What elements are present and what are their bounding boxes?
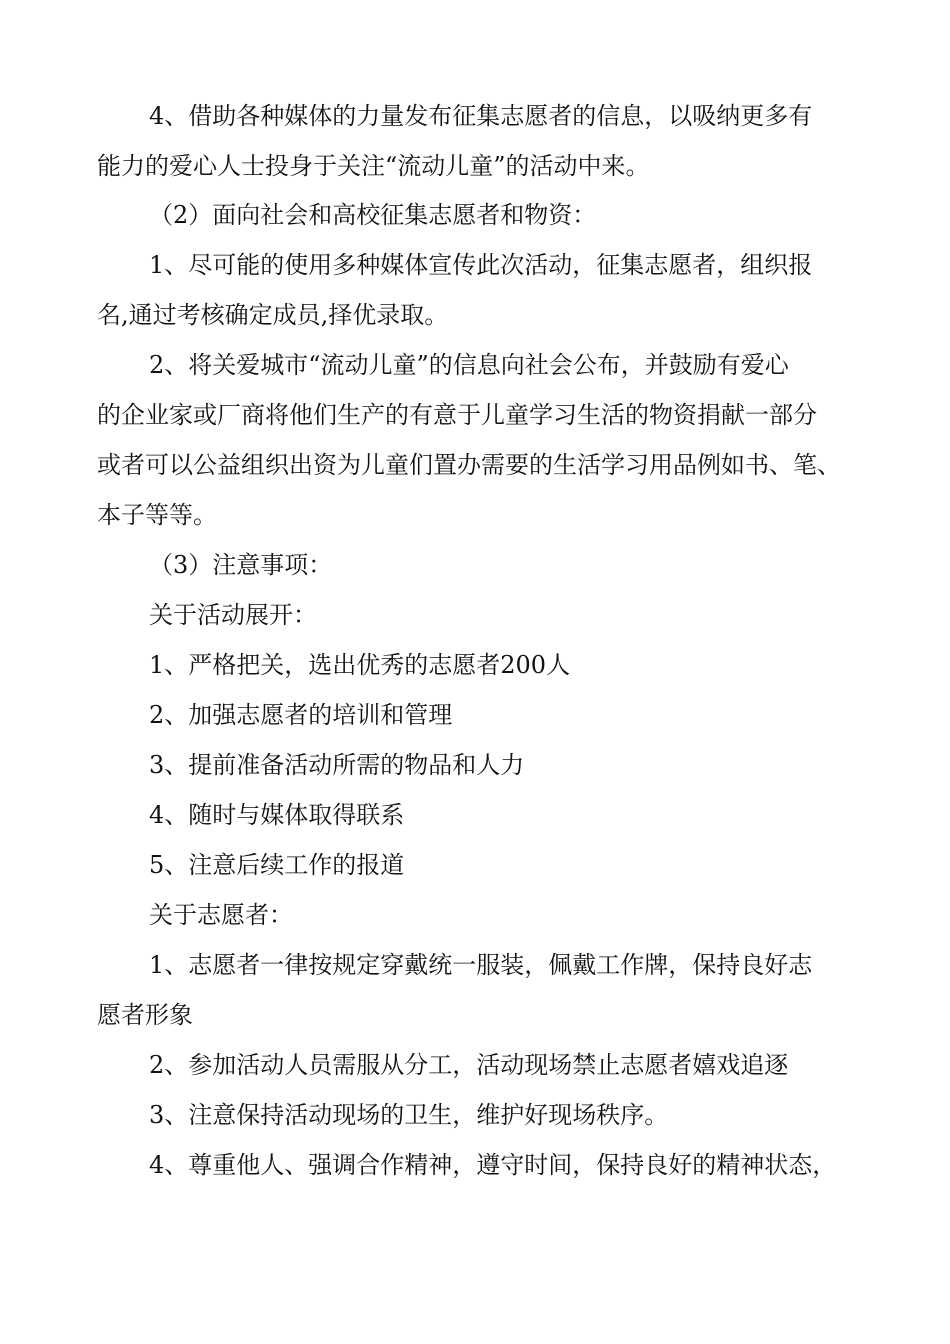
text-line: 4、借助各种媒体的力量发布征集志愿者的信息，以吸纳更多有 xyxy=(149,102,813,130)
text-line: 2、将关爱城市“流动儿童”的信息向社会公布，并鼓励有爱心 xyxy=(149,351,789,379)
section-heading: （3）注意事项： xyxy=(149,551,333,579)
list-item: 4、尊重他人、强调合作精神，遵守时间，保持良好的精神状态， xyxy=(149,1151,837,1179)
list-item: 5、注意后续工作的报道 xyxy=(149,851,405,879)
list-item: 2、参加活动人员需服从分工，活动现场禁止志愿者嬉戏追逐 xyxy=(149,1051,789,1079)
text-line: 名,通过考核确定成员,择优录取。 xyxy=(97,301,449,329)
list-item: 4、随时与媒体取得联系 xyxy=(149,801,405,829)
list-item: 3、提前准备活动所需的物品和人力 xyxy=(149,751,525,779)
list-item: 2、加强志愿者的培训和管理 xyxy=(149,701,453,729)
subheading: 关于活动展开： xyxy=(149,601,317,629)
text-line: 本子等等。 xyxy=(97,501,217,529)
list-item: 1、严格把关，选出优秀的志愿者200人 xyxy=(149,651,571,679)
text-line: 1、尽可能的使用多种媒体宣传此次活动，征集志愿者，组织报 xyxy=(149,251,813,279)
text-line: 或者可以公益组织出资为儿童们置办需要的生活学习用品例如书、笔、 xyxy=(97,451,841,479)
list-item: 1、志愿者一律按规定穿戴统一服装，佩戴工作牌，保持良好志 xyxy=(149,951,813,979)
text-line: 的企业家或厂商将他们生产的有意于儿童学习生活的物资捐献一部分 xyxy=(97,401,817,429)
subheading: 关于志愿者： xyxy=(149,901,293,929)
text-line: 能力的爱心人士投身于关注“流动儿童”的活动中来。 xyxy=(97,152,650,180)
section-heading: （2）面向社会和高校征集志愿者和物资： xyxy=(149,201,597,229)
text-line: 愿者形象 xyxy=(97,1001,193,1029)
list-item: 3、注意保持活动现场的卫生，维护好现场秩序。 xyxy=(149,1101,669,1129)
